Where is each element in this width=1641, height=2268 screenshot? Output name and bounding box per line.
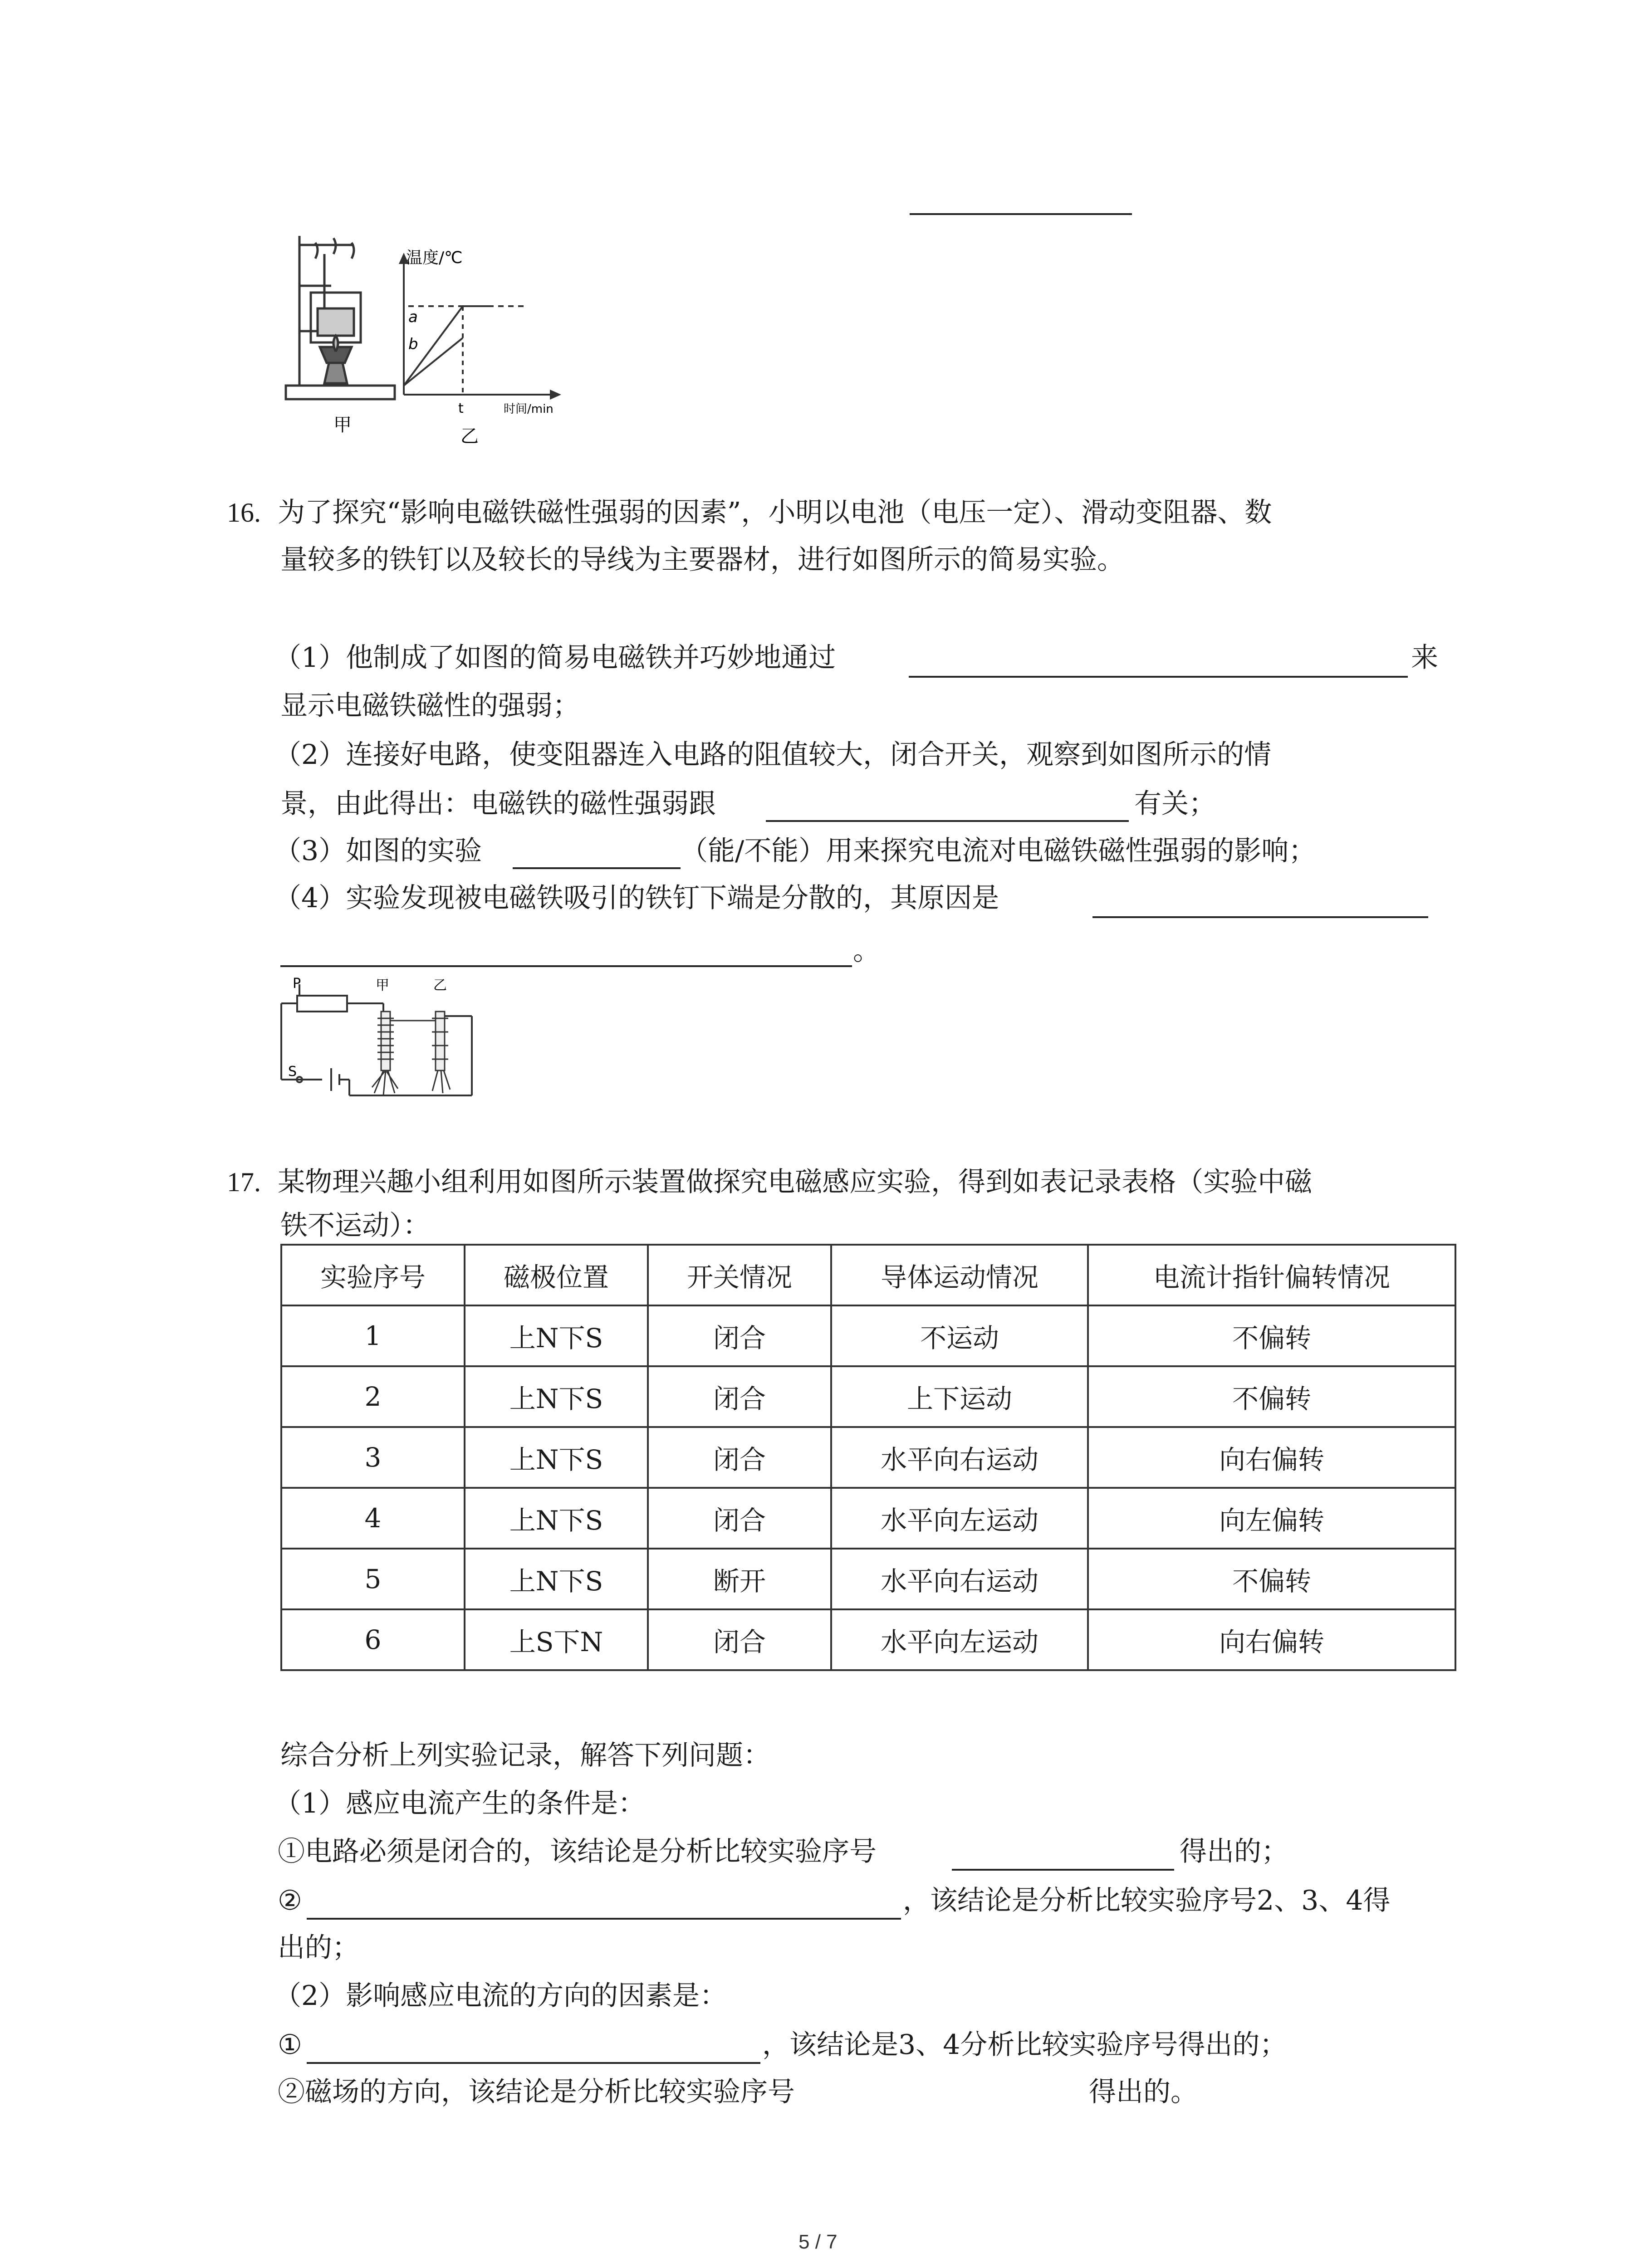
table-cell: 上N下S bbox=[465, 1549, 648, 1609]
electromagnet-yi bbox=[390, 1012, 450, 1093]
experiment-record-table bbox=[280, 1244, 1456, 1671]
fig15-line-b: b bbox=[408, 335, 418, 353]
q17-s1b-line2: 出的； bbox=[278, 1932, 359, 1964]
table-cell: 向左偏转 bbox=[1088, 1488, 1455, 1549]
fig15-label-yi: 乙 bbox=[460, 426, 479, 447]
table-cell: 3 bbox=[281, 1427, 465, 1488]
q17-s2a-start: ① bbox=[278, 2029, 302, 2061]
th-trial-no: 实验序号 bbox=[281, 1245, 465, 1305]
th-conductor-motion: 导体运动情况 bbox=[831, 1245, 1088, 1305]
th-pole-position: 磁极位置 bbox=[465, 1245, 648, 1305]
table-cell: 水平向右运动 bbox=[831, 1427, 1088, 1488]
heating-apparatus bbox=[286, 236, 395, 399]
q16-intro-line2: 量较多的铁钉以及较长的导线为主要器材，进行如图所示的简易实验。 bbox=[280, 544, 1124, 576]
q16-part1-blank[interactable] bbox=[909, 676, 1408, 678]
q16-part4-line1: （4）实验发现被电磁铁吸引的铁钉下端是分散的，其原因是 bbox=[274, 882, 999, 914]
th-switch-state: 开关情况 bbox=[648, 1245, 831, 1305]
table-cell: 不运动 bbox=[831, 1305, 1088, 1366]
q16-part1-end: 来 bbox=[1411, 642, 1438, 674]
q17-s1b-end: ，该结论是分析比较实验序号2、3、4得 bbox=[903, 1885, 1391, 1916]
page-number: 5 / 7 bbox=[798, 2231, 838, 2253]
q17-s2b-end: 得出的。 bbox=[1089, 2076, 1198, 2108]
table-cell: 向右偏转 bbox=[1088, 1609, 1455, 1670]
table-cell: 上N下S bbox=[465, 1305, 648, 1366]
q16-part3-blank[interactable] bbox=[513, 867, 681, 869]
q17-s2b-start: ②磁场的方向，该结论是分析比较实验序号 bbox=[278, 2076, 795, 2108]
q17-s1b-start: ② bbox=[278, 1885, 302, 1916]
q17-summary: 综合分析上列实验记录，解答下列问题： bbox=[280, 1740, 770, 1771]
th-needle-deflection: 电流计指针偏转情况 bbox=[1088, 1245, 1455, 1305]
table-row bbox=[281, 1488, 1455, 1549]
q17-s1: （1）感应电流产生的条件是： bbox=[274, 1788, 646, 1819]
table-cell: 上S下N bbox=[465, 1609, 648, 1670]
q16-intro-text1: 为了探究“影响电磁铁磁性强弱的因素”，小明以电池（电压一定）、滑动变阻器、数 bbox=[278, 497, 1272, 528]
fig16-label-s: S bbox=[288, 1064, 297, 1080]
table-cell: 上下运动 bbox=[831, 1366, 1088, 1427]
q16-intro-line1 bbox=[227, 499, 1272, 526]
q17-intro-line1 bbox=[227, 1168, 1312, 1196]
q16-part4-blank1[interactable] bbox=[1092, 916, 1428, 918]
q17-intro-text1: 某物理兴趣小组利用如图所示装置做探究电磁感应实验，得到如表记录表格（实验中磁 bbox=[278, 1166, 1313, 1198]
table-cell: 水平向左运动 bbox=[831, 1609, 1088, 1670]
table-cell: 不偏转 bbox=[1088, 1366, 1455, 1427]
q16-part4-blank2[interactable] bbox=[280, 965, 852, 967]
table-cell: 不偏转 bbox=[1088, 1549, 1455, 1609]
table-cell: 闭合 bbox=[648, 1366, 831, 1427]
q16-part2-end: 有关； bbox=[1134, 788, 1216, 820]
fig15-line-a: a bbox=[408, 308, 418, 326]
table-cell: 向右偏转 bbox=[1088, 1427, 1455, 1488]
table-row bbox=[281, 1609, 1455, 1670]
fig15-label-jia: 甲 bbox=[333, 415, 352, 435]
q16-number: 16. bbox=[227, 498, 261, 528]
table-cell: 断开 bbox=[648, 1549, 831, 1609]
table-cell: 水平向右运动 bbox=[831, 1549, 1088, 1609]
table-row bbox=[281, 1366, 1455, 1427]
fig15-axis-x: 时间/min bbox=[504, 402, 554, 416]
q17-s1a-end: 得出的； bbox=[1180, 1836, 1288, 1867]
table-cell: 1 bbox=[281, 1305, 465, 1366]
table-cell: 2 bbox=[281, 1366, 465, 1427]
table-cell: 6 bbox=[281, 1609, 465, 1670]
table-header-row bbox=[281, 1245, 1455, 1305]
q17-s1b-blank[interactable] bbox=[307, 1918, 901, 1920]
table-cell: 闭合 bbox=[648, 1427, 831, 1488]
table-cell: 不偏转 bbox=[1088, 1305, 1455, 1366]
q16-part2-blank[interactable] bbox=[766, 820, 1129, 822]
table-cell: 闭合 bbox=[648, 1488, 831, 1549]
fig16-label-yi: 乙 bbox=[433, 978, 447, 993]
table-row bbox=[281, 1305, 1455, 1366]
table-row bbox=[281, 1549, 1455, 1609]
fig15-axis-y: 温度/℃ bbox=[406, 249, 463, 267]
table-cell: 4 bbox=[281, 1488, 465, 1549]
electromagnet-jia bbox=[372, 1012, 398, 1095]
q16-part1-line2: 显示电磁铁磁性的强弱； bbox=[280, 690, 580, 722]
table-cell: 水平向左运动 bbox=[831, 1488, 1088, 1549]
answer-blank-prev[interactable] bbox=[910, 213, 1132, 215]
q16-part3-start: （3）如图的实验 bbox=[274, 835, 482, 867]
q16-part1-line1: （1）他制成了如图的简易电磁铁并巧妙地通过 bbox=[274, 642, 836, 674]
fig16-label-p: P bbox=[293, 976, 301, 992]
fig15-tick-t: t bbox=[458, 401, 464, 416]
q16-part2-line2: 景，由此得出：电磁铁的磁性强弱跟 bbox=[280, 788, 716, 820]
q17-s2: （2）影响感应电流的方向的因素是： bbox=[274, 1980, 727, 2012]
table-cell: 闭合 bbox=[648, 1305, 831, 1366]
figure-q16-circuit bbox=[272, 975, 499, 1107]
q17-s2a-blank[interactable] bbox=[307, 2062, 760, 2064]
table-cell: 5 bbox=[281, 1549, 465, 1609]
figure-q15 bbox=[272, 218, 590, 449]
temperature-graph bbox=[400, 255, 559, 398]
table-cell: 上N下S bbox=[465, 1427, 648, 1488]
q17-intro-line2: 铁不运动）： bbox=[280, 1210, 430, 1242]
q17-s2a-end: ，该结论是3、4分析比较实验序号得出的； bbox=[762, 2029, 1287, 2061]
q17-s1a-start: ①电路必须是闭合的，该结论是分析比较实验序号 bbox=[278, 1836, 877, 1867]
table-cell: 闭合 bbox=[648, 1609, 831, 1670]
q17-number: 17. bbox=[227, 1167, 261, 1197]
fig16-label-jia: 甲 bbox=[376, 978, 389, 993]
q16-part2-line1: （2）连接好电路，使变阻器连入电路的阻值较大，闭合开关，观察到如图所示的情 bbox=[274, 739, 1272, 771]
q17-s1a-blank[interactable] bbox=[952, 1869, 1174, 1871]
table-cell: 上N下S bbox=[465, 1488, 648, 1549]
table-row bbox=[281, 1427, 1455, 1488]
table-cell: 上N下S bbox=[465, 1366, 648, 1427]
q16-part4-end: 。 bbox=[853, 935, 880, 967]
q16-part3-end: （能/不能）用来探究电流对电磁铁磁性强弱的影响； bbox=[681, 835, 1316, 867]
